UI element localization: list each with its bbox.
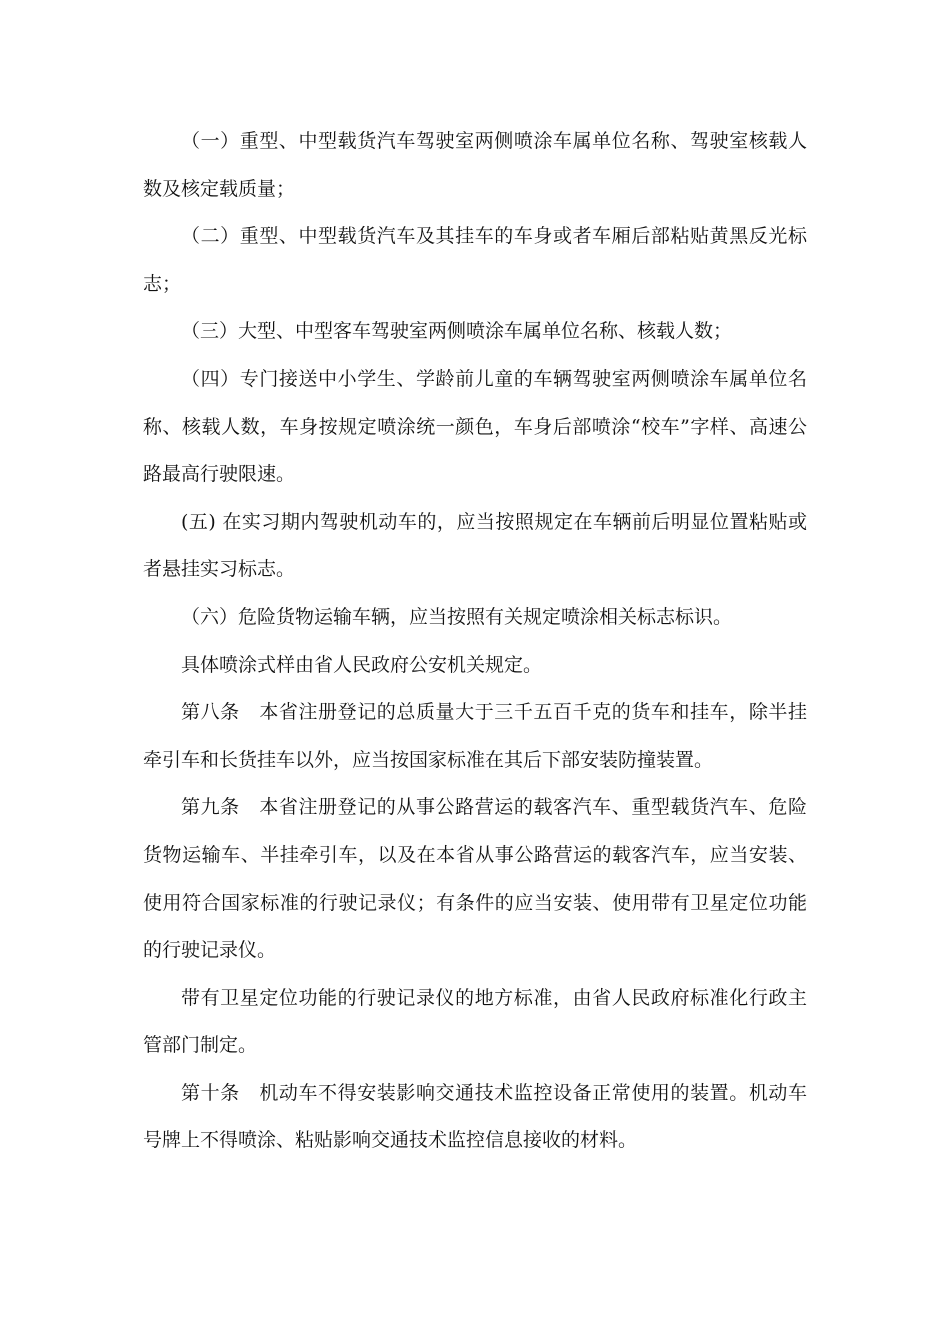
paragraph-item-6: （六）危险货物运输车辆，应当按照有关规定喷涂相关标志标识。: [181, 605, 733, 628]
paragraph-item-3: （三）大型、中型客车驾驶室两侧喷涂车属单位名称、核载人数；: [181, 320, 733, 343]
article-9: 第九条 本省注册登记的从事公路营运的载客汽车、重型载货汽车、危险货物运输车、半挂牵引车，以及在本省从事公路营运的载客汽车，应当安装、使用符合国家标准的行驶记录仪；有条件的应当安装、使用带有卫星定位功能的行驶记录仪。: [143, 796, 807, 962]
article-10: 第十条 机动车不得安装影响交通技术监控设备正常使用的装置。机动车号牌上不得喷涂、粘贴影响交通技术监控信息接收的材料。: [143, 1081, 807, 1152]
paragraph-item-1: （一）重型、中型载货汽车驾驶室两侧喷涂车属单位名称、驾驶室核载人数及核定载质量；: [143, 130, 807, 200]
article-8: 第八条 本省注册登记的总质量大于三千五百千克的货车和挂车，除半挂牵引车和长货挂车以外，应当按国家标准在其后下部安装防撞装置。: [143, 701, 807, 771]
paragraph-spray-style-rule: 具体喷涂式样由省人民政府公安机关规定。: [181, 653, 543, 676]
paragraph-item-5: (五) 在实习期内驾驶机动车的，应当按照规定在车辆前后明显位置粘贴或者悬挂实习标志。: [143, 510, 807, 581]
paragraph-item-4: （四）专门接送中小学生、学龄前儿童的车辆驾驶室两侧喷涂车属单位名称、核载人数，车身按规定喷涂统一颜色，车身后部喷涂“校车”字样、高速公路最高行驶限速。: [143, 367, 807, 486]
document-body: [143, 118, 807, 1165]
article-9-supplement: 带有卫星定位功能的行驶记录仪的地方标准，由省人民政府标准化行政主管部门制定。: [143, 986, 807, 1057]
paragraph-item-2: （二）重型、中型载货汽车及其挂车的车身或者车厢后部粘贴黄黑反光标志；: [143, 225, 807, 295]
